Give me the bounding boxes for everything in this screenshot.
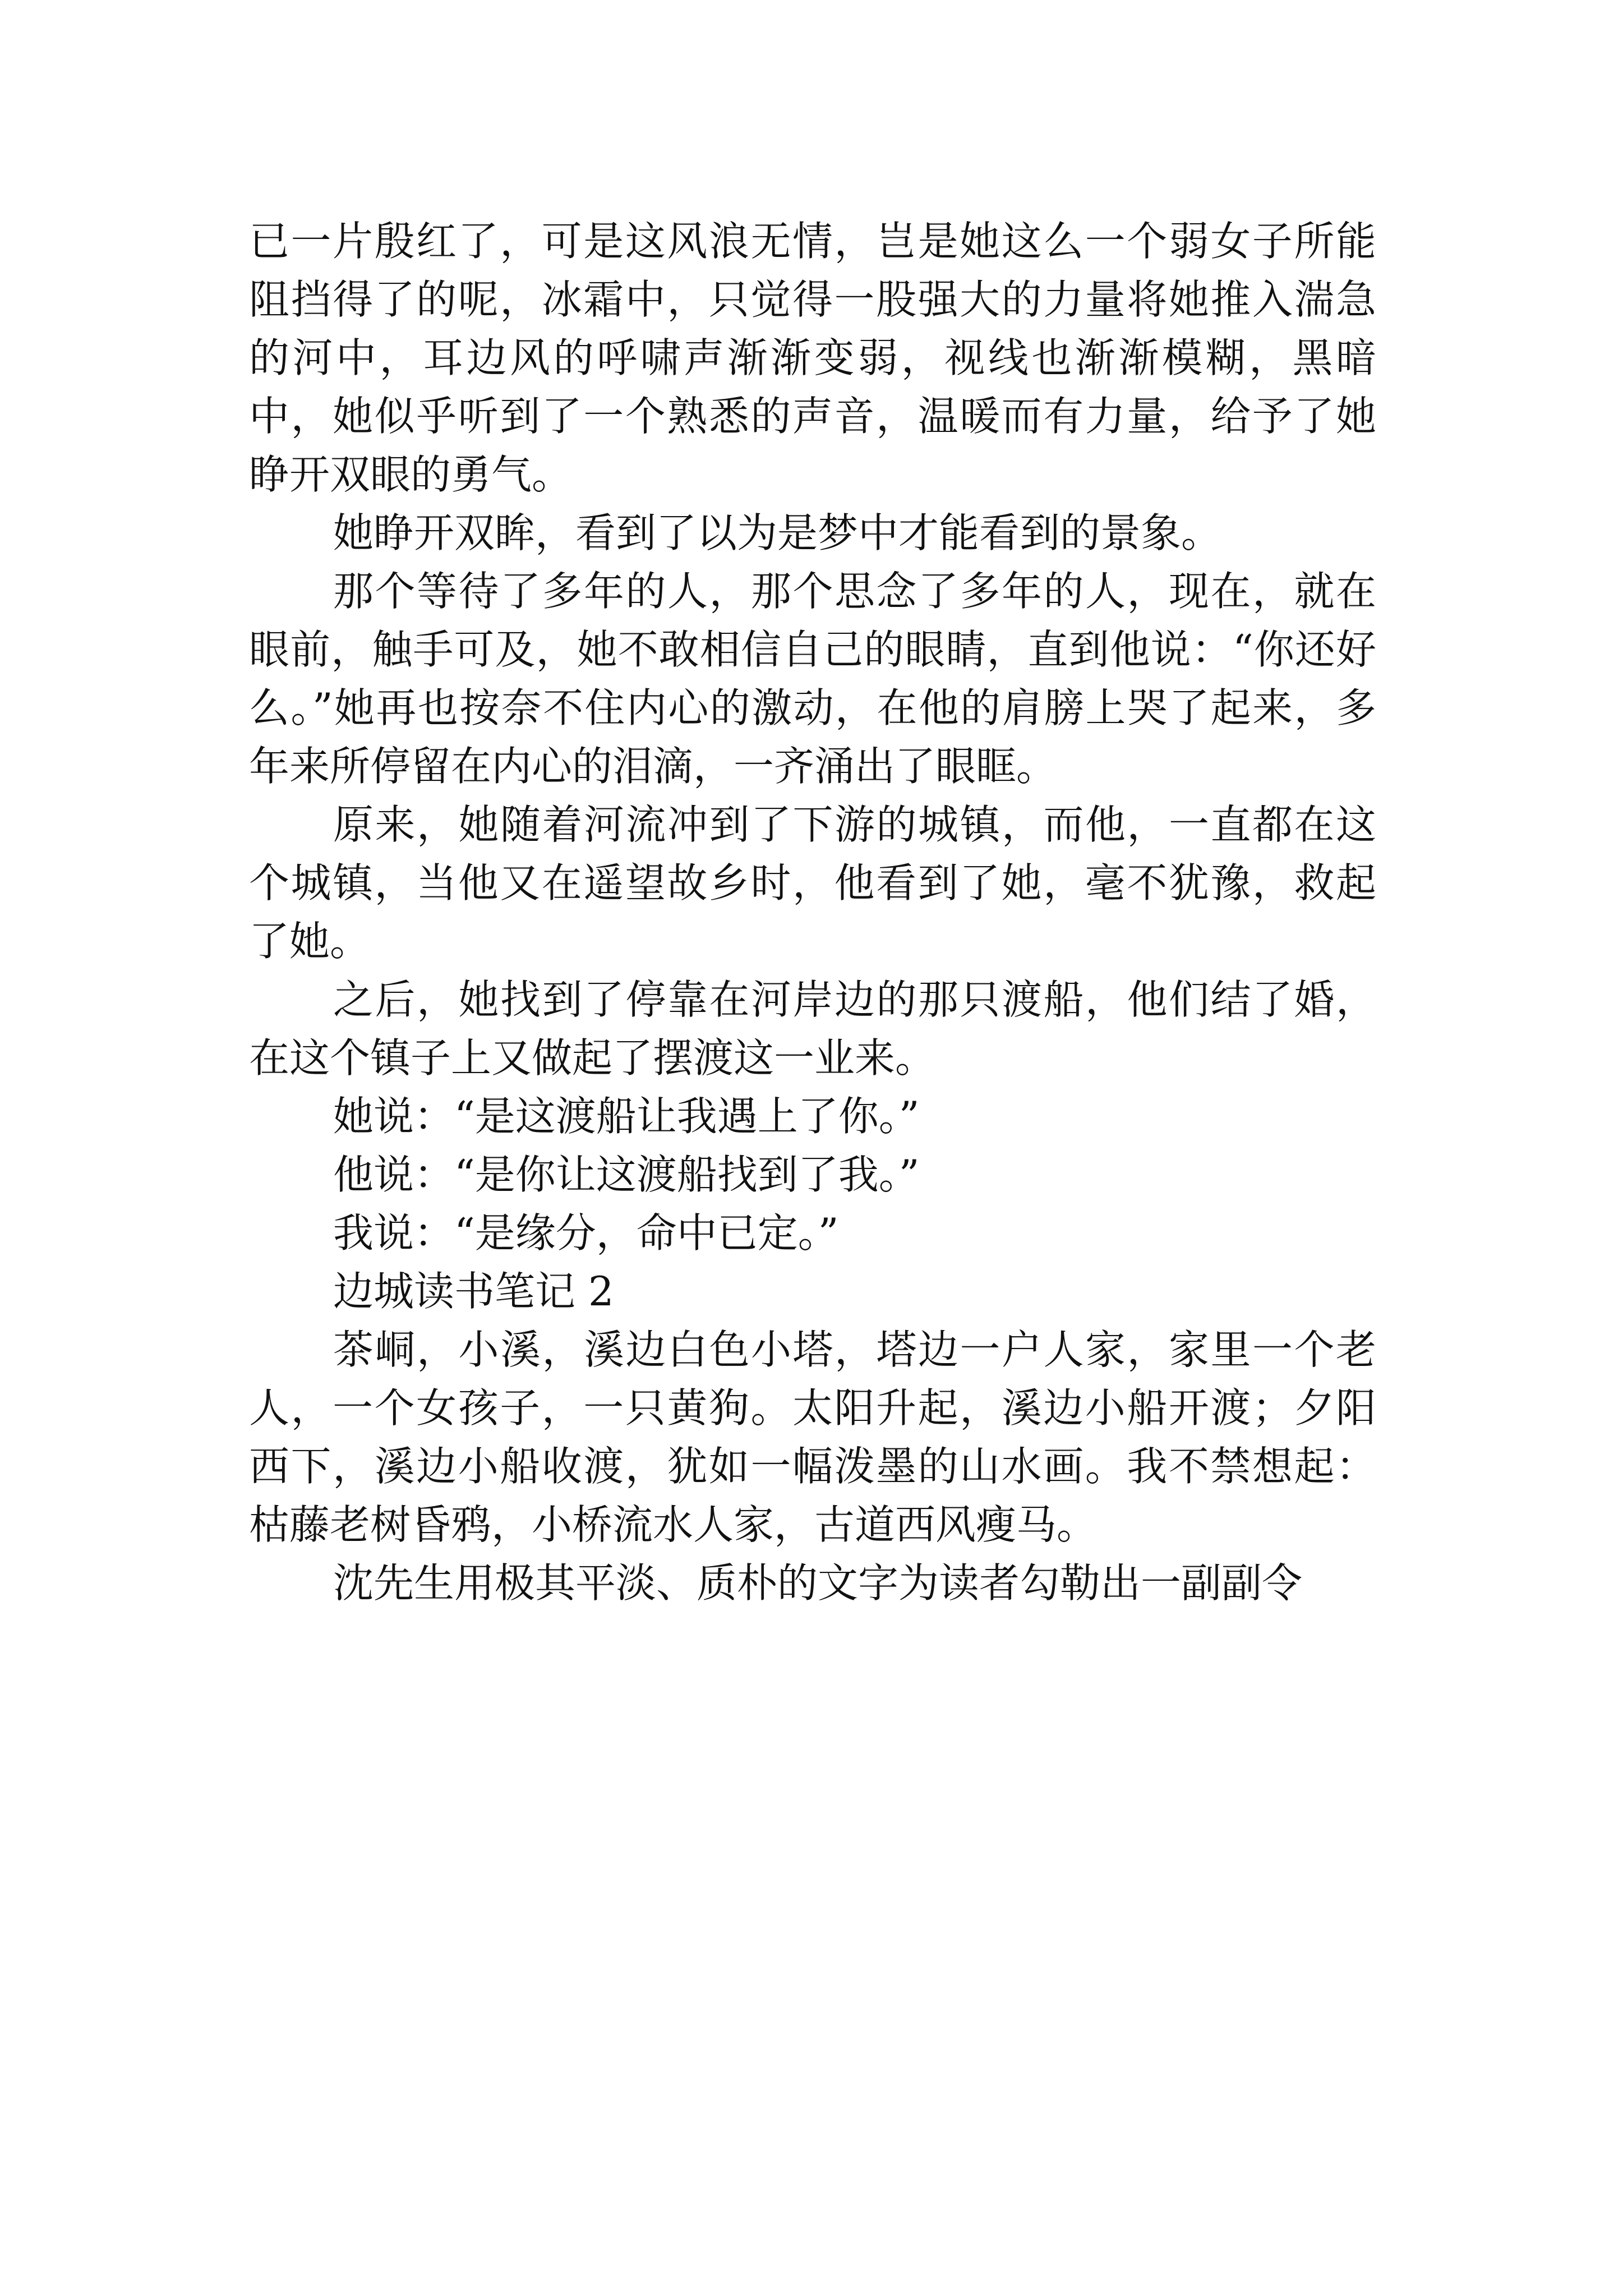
- section-heading: 边城读书笔记 2: [333, 1268, 614, 1315]
- paragraph: 她睁开双眸，看到了以为是梦中才能看到的景象。: [333, 509, 1222, 556]
- dialogue-line: 他说：“是你让这渡船找到了我。”: [333, 1151, 920, 1198]
- body-text: [249, 212, 1376, 1612]
- paragraph: 沈先生用极其平淡、质朴的文字为读者勾勒出一副副令: [333, 1559, 1303, 1607]
- paragraph: 原来，她随着河流冲到了下游的城镇，而他，一直都在这个城镇，当他又在遥望故乡时，他看到了她，毫不犹豫，救起了她。: [249, 801, 1376, 965]
- dialogue-line: 她说：“是这渡船让我遇上了你。”: [333, 1093, 920, 1140]
- paragraph: 已一片殷红了，可是这风浪无情，岂是她这么一个弱女子所能阻挡得了的呢，冰霜中，只觉得一股强大的力量将她推入湍急的河中，耳边风的呼啸声渐渐变弱，视线也渐渐模糊，黑暗中，她似乎听到了一个熟悉的声音，温暖而有力量，给予了她睁开双眼的勇气。: [249, 218, 1376, 498]
- paragraph: 茶峒，小溪，溪边白色小塔，塔边一户人家，家里一个老人，一个女孩子，一只黄狗。太阳升起，溪边小船开渡；夕阳西下，溪边小船收渡，犹如一幅泼墨的山水画。我不禁想起：枯藤老树昏鸦，小桥流水人家，古道西风瘦马。: [249, 1326, 1376, 1548]
- dialogue-line: 我说：“是缘分，命中已定。”: [333, 1209, 839, 1257]
- paragraph: 那个等待了多年的人，那个思念了多年的人，现在，就在眼前，触手可及，她不敢相信自己的眼睛，直到他说：“你还好么。”她再也按奈不住内心的激动，在他的肩膀上哭了起来，多年来所停留在内心的泪滴，一齐涌出了眼眶。: [249, 568, 1376, 790]
- paragraph: 之后，她找到了停靠在河岸边的那只渡船，他们结了婚，在这个镇子上又做起了摆渡这一业来。: [249, 976, 1376, 1082]
